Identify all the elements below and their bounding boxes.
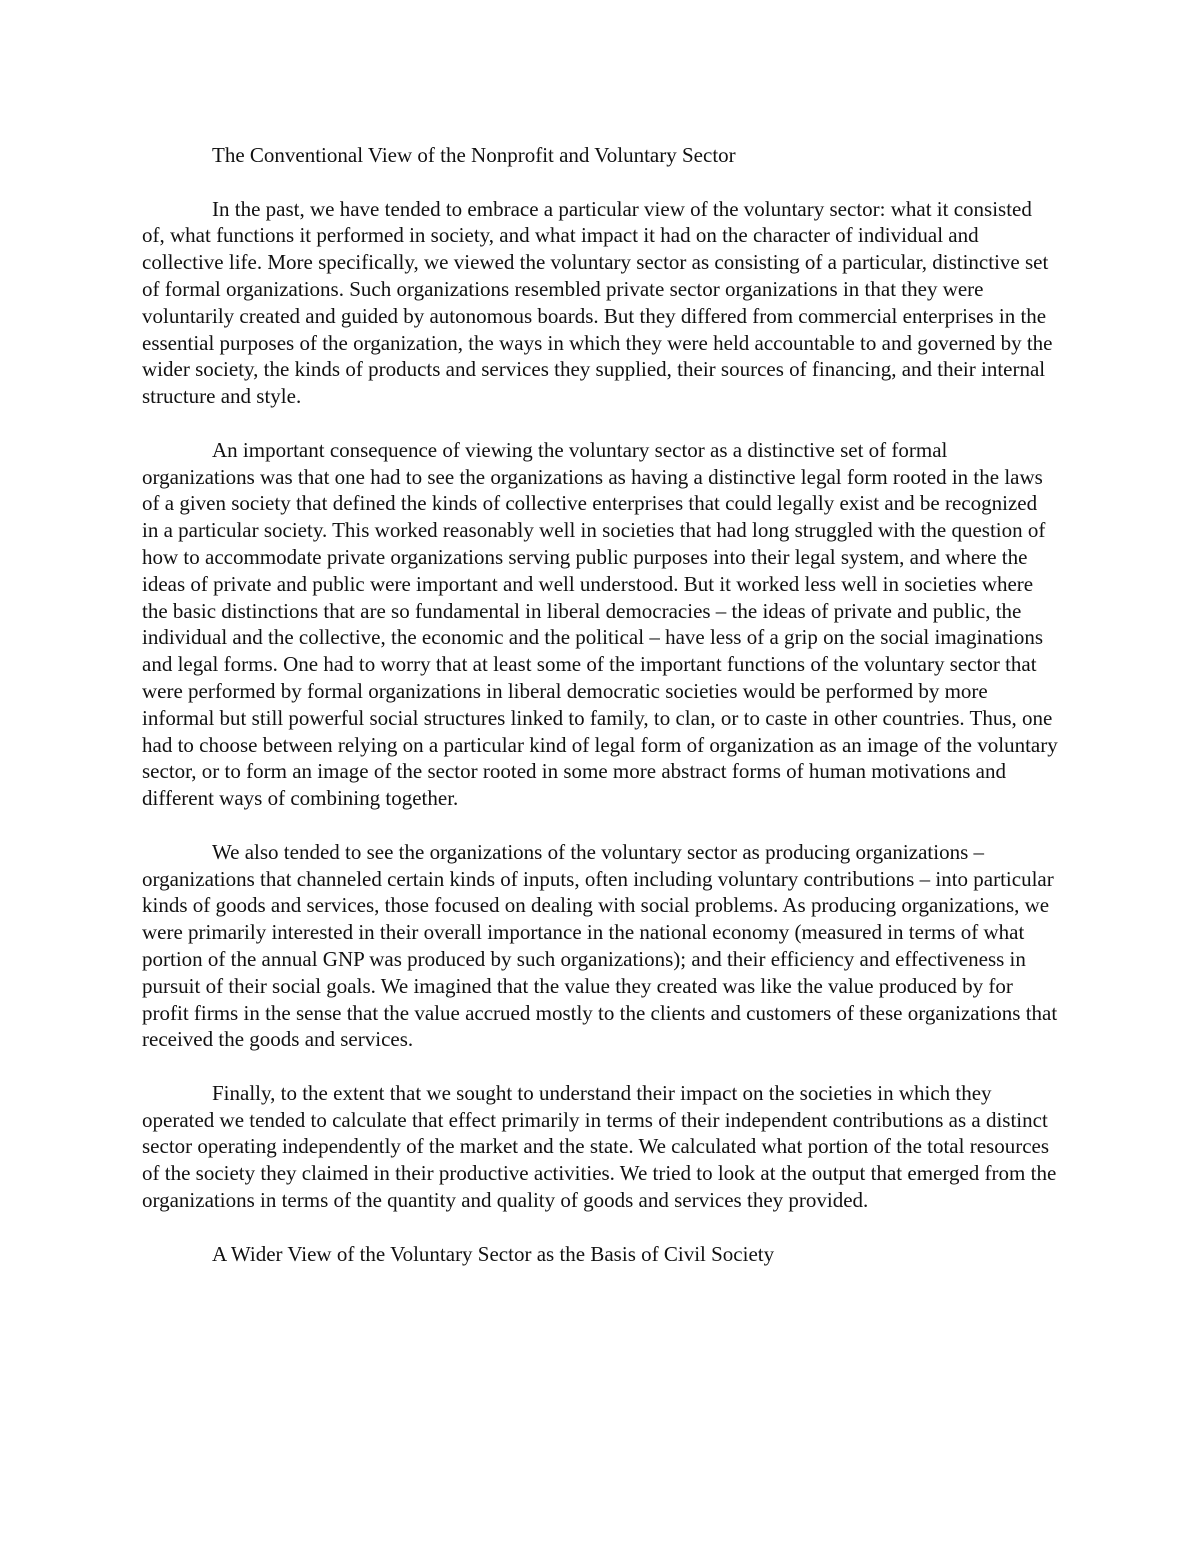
document-body (142, 142, 1058, 1267)
paragraph-2: An important consequence of viewing the voluntary sector as a distinctive set of formal organizations was that one had to see the organizations as having a distinctive legal form rooted in the laws of a given society that defined the kinds of collective enterprises that could legally exist and be recognized in a particular society. This worked reasonably well in societies that had long struggled with the question of how to accommodate private organizations serving public purposes into their legal system, and where the ideas of private and public were important and well understood. But it worked less well in societies where the basic distinctions that are so fundamental in liberal democracies – the ideas of private and public, the individual and the collective, the economic and the political – have less of a grip on the social imaginations and legal forms. One had to worry that at least some of the important functions of the voluntary sector that were performed by formal organizations in liberal democratic societies would be performed by more informal but still powerful social structures linked to family, to clan, or to caste in other countries. Thus, one had to choose between relying on a particular kind of legal form of organization as an image of the voluntary sector, or to form an image of the sector rooted in some more abstract forms of human motivations and different ways of combining together. (142, 437, 1058, 811)
paragraph-4: Finally, to the extent that we sought to understand their impact on the societies in which they operated we tended to calculate that effect primarily in terms of their independent contributions as a distinct sector operating independently of the market and the state. We calculated what portion of the total resources of the society they claimed in their productive activities. We tried to look at the output that emerged from the organizations in terms of the quantity and quality of goods and services they provided. (142, 1080, 1057, 1213)
paragraph-3: We also tended to see the organizations of the voluntary sector as producing organizations – organizations that channeled certain kinds of inputs, often including voluntary contributions – into particular kinds of goods and services, those focused on dealing with social problems. As producing organizations, we were primarily interested in their overall importance in the national economy (measured in terms of what portion of the annual GNP was produced by such organizations); and their efficiency and effectiveness in pursuit of their social goals. We imagined that the value they created was like the value produced by for profit firms in the sense that the value accrued mostly to the clients and customers of these organizations that received the goods and services. (142, 839, 1058, 1052)
paragraph-1: In the past, we have tended to embrace a particular view of the voluntary sector: what it consisted of, what functions it performed in society, and what impact it had on the character of individual and collective life. More specifically, we viewed the voluntary sector as consisting of a particular, distinctive set of formal organizations. Such organizations resembled private sector organizations in that they were voluntarily created and guided by autonomous boards. But they differed from commercial enterprises in the essential purposes of the organization, the ways in which they were held accountable to and governed by the wider society, the kinds of products and services they supplied, their sources of financing, and their internal structure and style. (142, 196, 1053, 409)
section-heading-conventional-view: The Conventional View of the Nonprofit and Voluntary Sector (212, 143, 736, 167)
section-heading-wider-view: A Wider View of the Voluntary Sector as the Basis of Civil Society (212, 1241, 775, 1266)
